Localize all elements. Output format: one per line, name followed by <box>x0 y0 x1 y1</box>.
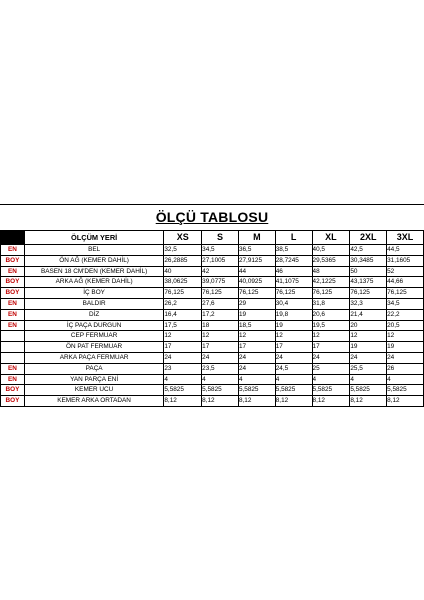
row-size-value: 4 <box>350 374 387 385</box>
row-size-value: 40,0925 <box>238 277 275 288</box>
row-measurement-label: KEMER UCU <box>24 385 164 396</box>
row-size-value: 17 <box>164 342 202 353</box>
row-size-value: 42,1225 <box>312 277 350 288</box>
row-size-value: 52 <box>387 266 424 277</box>
row-size-value: 18 <box>202 320 239 331</box>
row-measurement-label: ÖN PAT FERMUAR <box>24 342 164 353</box>
row-size-value: 26,2885 <box>164 255 202 266</box>
row-size-value: 12 <box>275 331 312 342</box>
row-size-value: 48 <box>312 266 350 277</box>
row-size-value: 24 <box>238 352 275 363</box>
row-size-value: 19,5 <box>312 320 350 331</box>
row-size-value: 12 <box>387 331 424 342</box>
header-size-m: M <box>238 231 275 245</box>
row-type-tag: EN <box>1 266 25 277</box>
row-size-value: 8,12 <box>164 396 202 407</box>
header-size-xl: XL <box>312 231 350 245</box>
table-row <box>1 396 424 407</box>
row-size-value: 20,6 <box>312 309 350 320</box>
row-type-tag: EN <box>1 320 25 331</box>
row-size-value: 31,8 <box>312 298 350 309</box>
row-size-value: 24 <box>238 363 275 374</box>
row-size-value: 76,125 <box>312 288 350 299</box>
table-row <box>1 342 424 353</box>
row-size-value: 50 <box>350 266 387 277</box>
row-size-value: 36,5 <box>238 245 275 256</box>
row-size-value: 40 <box>164 266 202 277</box>
row-size-value: 17 <box>238 342 275 353</box>
row-measurement-label: YAN PARÇA ENİ <box>24 374 164 385</box>
row-measurement-label: İÇ BOY <box>24 288 164 299</box>
header-measurement-label: ÖLÇÜM YERİ <box>24 231 164 245</box>
row-size-value: 23 <box>164 363 202 374</box>
row-measurement-label: BEL <box>24 245 164 256</box>
header-size-3xl: 3XL <box>387 231 424 245</box>
row-size-value: 26,2 <box>164 298 202 309</box>
row-size-value: 5,5825 <box>164 385 202 396</box>
row-measurement-label: ARKA PAÇA FERMUAR <box>24 352 164 363</box>
row-size-value: 8,12 <box>275 396 312 407</box>
row-measurement-label: PAÇA <box>24 363 164 374</box>
header-size-xs: XS <box>164 231 202 245</box>
table-body <box>1 245 424 407</box>
row-size-value: 16,4 <box>164 309 202 320</box>
row-size-value: 42 <box>202 266 239 277</box>
row-size-value: 24 <box>275 352 312 363</box>
row-type-tag: EN <box>1 374 25 385</box>
row-size-value: 5,5825 <box>312 385 350 396</box>
table-row <box>1 266 424 277</box>
row-type-tag: EN <box>1 298 25 309</box>
row-size-value: 28,7245 <box>275 255 312 266</box>
row-type-tag: BOY <box>1 255 25 266</box>
row-size-value: 12 <box>202 331 239 342</box>
row-size-value: 34,5 <box>387 298 424 309</box>
row-size-value: 12 <box>350 331 387 342</box>
row-type-tag <box>1 342 25 353</box>
row-size-value: 76,125 <box>238 288 275 299</box>
row-size-value: 23,5 <box>202 363 239 374</box>
size-chart-table <box>0 230 424 407</box>
row-size-value: 4 <box>238 374 275 385</box>
row-size-value: 27,1005 <box>202 255 239 266</box>
table-row <box>1 309 424 320</box>
row-size-value: 4 <box>164 374 202 385</box>
row-size-value: 17 <box>275 342 312 353</box>
row-size-value: 8,12 <box>387 396 424 407</box>
row-measurement-label: BASEN 18 CM'DEN (KEMER DAHİL) <box>24 266 164 277</box>
row-size-value: 8,12 <box>238 396 275 407</box>
row-size-value: 4 <box>275 374 312 385</box>
row-size-value: 76,125 <box>202 288 239 299</box>
row-size-value: 24 <box>312 352 350 363</box>
row-size-value: 19 <box>238 309 275 320</box>
row-size-value: 8,12 <box>312 396 350 407</box>
row-type-tag: EN <box>1 245 25 256</box>
row-size-value: 24 <box>387 352 424 363</box>
row-size-value: 38,5 <box>275 245 312 256</box>
table-row <box>1 277 424 288</box>
row-type-tag: BOY <box>1 277 25 288</box>
row-size-value: 29,5365 <box>312 255 350 266</box>
row-size-value: 30,4 <box>275 298 312 309</box>
row-size-value: 19 <box>275 320 312 331</box>
header-size-l: L <box>275 231 312 245</box>
header-size-s: S <box>202 231 239 245</box>
row-size-value: 21,4 <box>350 309 387 320</box>
row-size-value: 18,5 <box>238 320 275 331</box>
row-size-value: 20,5 <box>387 320 424 331</box>
row-size-value: 27,6 <box>202 298 239 309</box>
table-title: ÖLÇÜ TABLOSU <box>155 209 269 225</box>
row-measurement-label: KEMER ARKA ORTADAN <box>24 396 164 407</box>
header-size-2xl: 2XL <box>350 231 387 245</box>
row-type-tag <box>1 331 25 342</box>
row-measurement-label: ARKA AĞ (KEMER DAHİL) <box>24 277 164 288</box>
row-size-value: 5,5825 <box>238 385 275 396</box>
row-size-value: 5,5825 <box>202 385 239 396</box>
row-size-value: 4 <box>202 374 239 385</box>
row-size-value: 17,2 <box>202 309 239 320</box>
row-size-value: 38,0625 <box>164 277 202 288</box>
row-size-value: 41,1075 <box>275 277 312 288</box>
row-size-value: 25 <box>312 363 350 374</box>
row-size-value: 12 <box>312 331 350 342</box>
row-measurement-label: ÖN AĞ (KEMER DAHİL) <box>24 255 164 266</box>
table-row <box>1 352 424 363</box>
row-size-value: 19 <box>387 342 424 353</box>
row-size-value: 19,8 <box>275 309 312 320</box>
row-size-value: 12 <box>164 331 202 342</box>
table-row <box>1 245 424 256</box>
table-row <box>1 331 424 342</box>
row-size-value: 12 <box>238 331 275 342</box>
table-row <box>1 298 424 309</box>
row-size-value: 5,5825 <box>387 385 424 396</box>
row-type-tag: EN <box>1 363 25 374</box>
row-size-value: 24,5 <box>275 363 312 374</box>
row-size-value: 20 <box>350 320 387 331</box>
row-size-value: 43,1375 <box>350 277 387 288</box>
row-size-value: 17 <box>202 342 239 353</box>
row-size-value: 22,2 <box>387 309 424 320</box>
row-size-value: 4 <box>312 374 350 385</box>
row-size-value: 24 <box>164 352 202 363</box>
row-measurement-label: CEP FERMUAR <box>24 331 164 342</box>
row-size-value: 19 <box>350 342 387 353</box>
table-row <box>1 374 424 385</box>
header-corner <box>1 231 25 245</box>
row-measurement-label: BALDIR <box>24 298 164 309</box>
row-type-tag <box>1 352 25 363</box>
row-size-value: 40,5 <box>312 245 350 256</box>
row-measurement-label: DİZ <box>24 309 164 320</box>
row-size-value: 32,3 <box>350 298 387 309</box>
row-size-value: 76,125 <box>275 288 312 299</box>
row-size-value: 76,125 <box>164 288 202 299</box>
row-size-value: 31,1605 <box>387 255 424 266</box>
table-row <box>1 288 424 299</box>
row-size-value: 44,5 <box>387 245 424 256</box>
header-row <box>1 231 424 245</box>
row-size-value: 42,5 <box>350 245 387 256</box>
table-row <box>1 320 424 331</box>
row-size-value: 5,5825 <box>350 385 387 396</box>
row-size-value: 76,125 <box>350 288 387 299</box>
row-size-value: 34,5 <box>202 245 239 256</box>
row-measurement-label: İÇ PAÇA DURGUN <box>24 320 164 331</box>
row-size-value: 46 <box>275 266 312 277</box>
row-size-value: 17,5 <box>164 320 202 331</box>
row-size-value: 76,125 <box>387 288 424 299</box>
row-size-value: 44 <box>238 266 275 277</box>
row-type-tag: BOY <box>1 385 25 396</box>
row-size-value: 24 <box>202 352 239 363</box>
table-row <box>1 255 424 266</box>
row-type-tag: BOY <box>1 288 25 299</box>
row-size-value: 25,5 <box>350 363 387 374</box>
table-row <box>1 363 424 374</box>
row-size-value: 8,12 <box>202 396 239 407</box>
row-size-value: 27,9125 <box>238 255 275 266</box>
row-type-tag: EN <box>1 309 25 320</box>
row-size-value: 8,12 <box>350 396 387 407</box>
row-type-tag: BOY <box>1 396 25 407</box>
row-size-value: 4 <box>387 374 424 385</box>
row-size-value: 29 <box>238 298 275 309</box>
row-size-value: 26 <box>387 363 424 374</box>
row-size-value: 39,0775 <box>202 277 239 288</box>
row-size-value: 44,66 <box>387 277 424 288</box>
row-size-value: 30,3485 <box>350 255 387 266</box>
table-row <box>1 385 424 396</box>
row-size-value: 32,5 <box>164 245 202 256</box>
row-size-value: 5,5825 <box>275 385 312 396</box>
row-size-value: 17 <box>312 342 350 353</box>
row-size-value: 24 <box>350 352 387 363</box>
